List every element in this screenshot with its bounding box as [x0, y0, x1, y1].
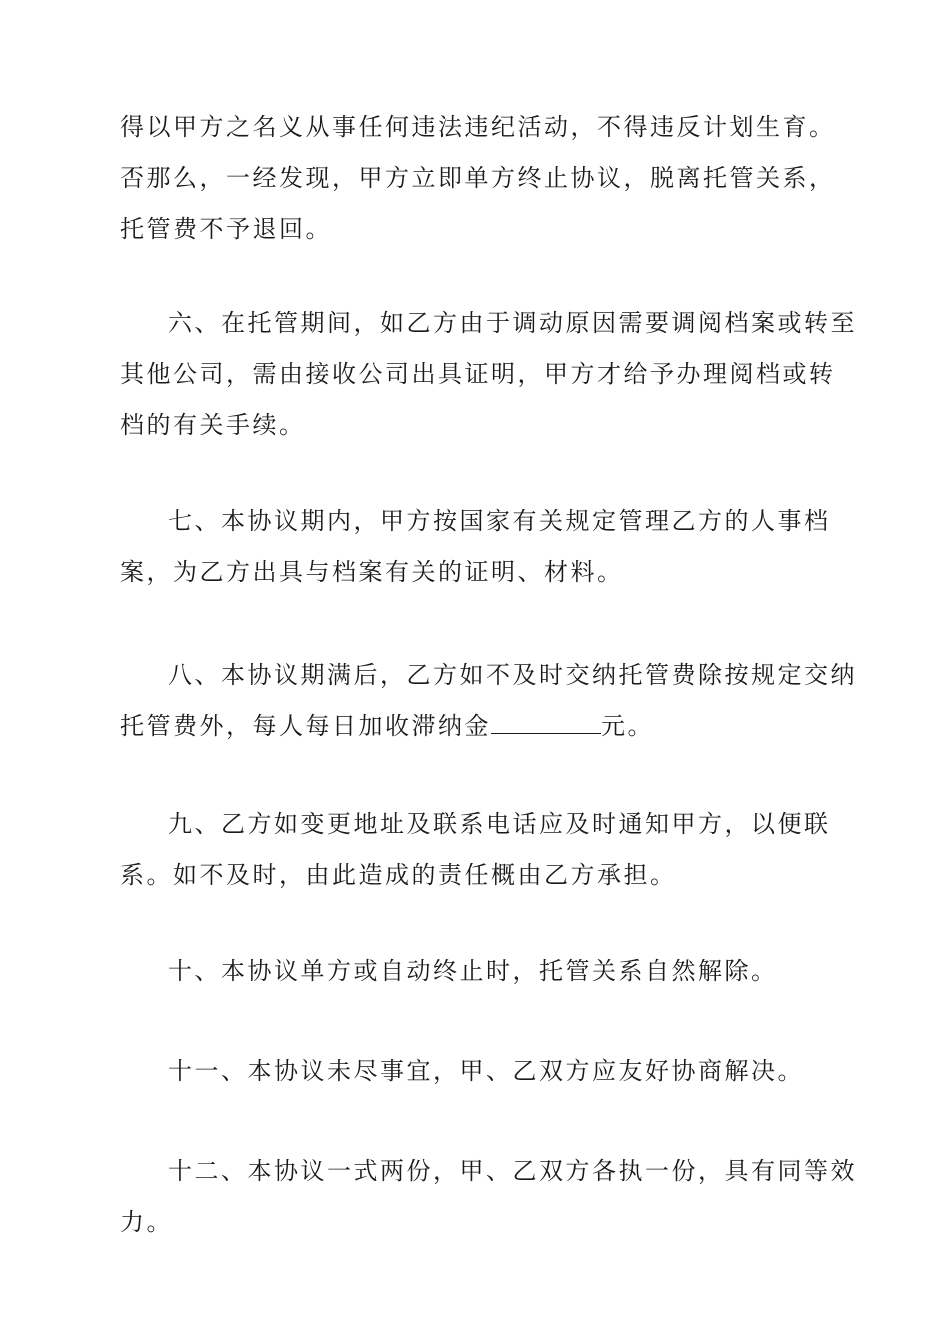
clause-11: 十一、本协议未尽事宜，甲、乙双方应友好协商解决。: [168, 1057, 804, 1085]
clause-8-text-after: 元。: [601, 712, 654, 740]
clause-10: 十、本协议单方或自动终止时，托管关系自然解除。: [168, 957, 778, 985]
clause-6: 六、在托管期间，如乙方由于调动原因需要调阅档案或转至其他公司，需由接收公司出具证明，甲方才给予办理阅档或转档的有关手续。: [120, 309, 857, 439]
clause-8-text-before: 八、本协议期满后，乙方如不及时交纳托管费除按规定交纳托管费外，每人每日加收滞纳金: [120, 661, 857, 740]
clause-7: 七、本协议期内，甲方按国家有关规定管理乙方的人事档案，为乙方出具与档案有关的证明、材料。: [120, 507, 831, 586]
paragraph-continuation: 得以甲方之名义从事任何违法违纪活动，不得违反计划生育。否那么，一经发现，甲方立即单方终止协议，脱离托管关系，托管费不予退回。: [120, 113, 836, 243]
clause-8: [120, 650, 860, 752]
clause-9: 九、乙方如变更地址及联系电话应及时通知甲方，以便联系。如不及时，由此造成的责任概由乙方承担。: [120, 810, 831, 889]
clause-12: 十二、本协议一式两份，甲、乙双方各执一份，具有同等效力。: [120, 1157, 857, 1236]
late-fee-blank-field[interactable]: [491, 713, 601, 734]
